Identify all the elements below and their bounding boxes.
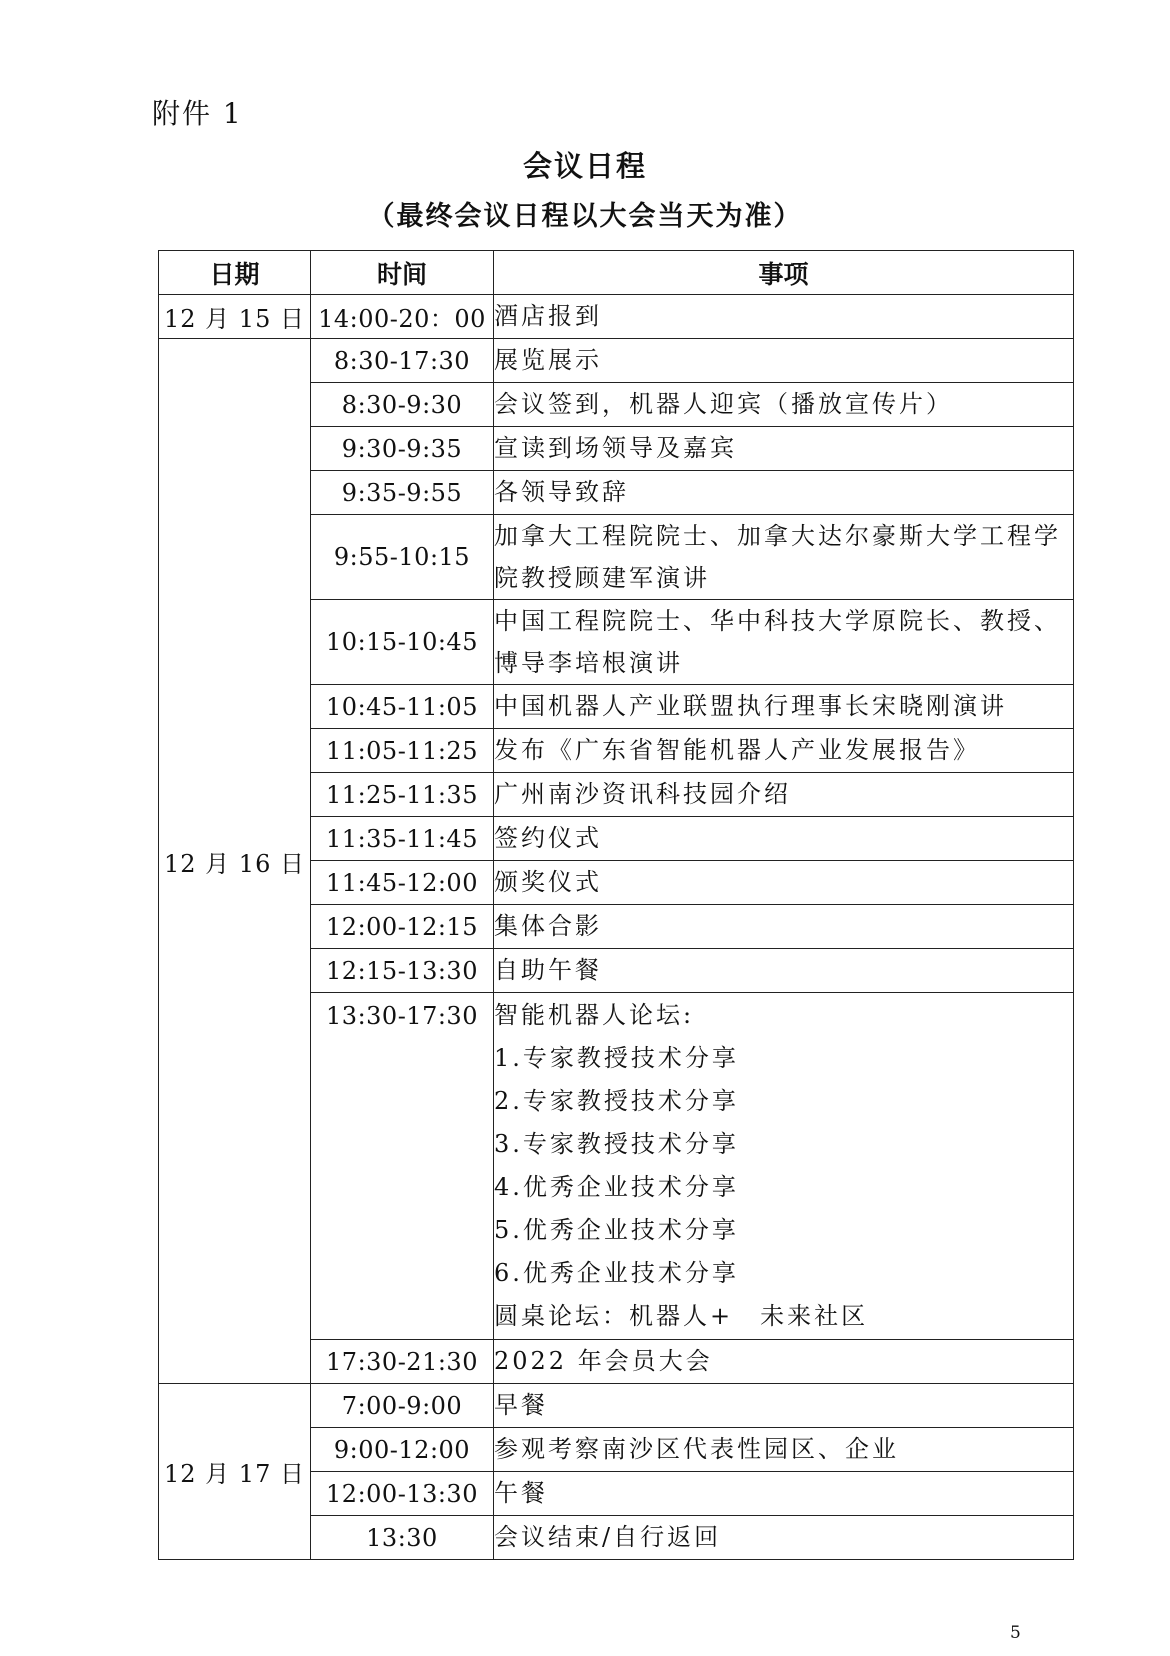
time-cell: 11:05-11:25	[311, 729, 494, 773]
time-cell: 8:30-9:30	[311, 383, 494, 427]
item-cell	[494, 993, 1074, 1340]
item-cell	[494, 600, 1074, 685]
date-cell: 12 月 15 日	[159, 295, 311, 339]
time-cell: 11:45-12:00	[311, 861, 494, 905]
item-line: 中国机器人产业联盟执行理事长宋晓刚演讲	[494, 692, 1007, 720]
time-cell: 8:30-17:30	[311, 339, 494, 383]
header-time: 时间	[311, 251, 494, 295]
item-line: 午餐	[494, 1479, 548, 1507]
schedule-table	[158, 250, 1074, 1560]
page-subtitle: （最终会议日程以大会当天为准）	[367, 201, 803, 232]
item-line: 颁奖仪式	[494, 868, 602, 896]
time-cell: 9:35-9:55	[311, 471, 494, 515]
time-cell: 13:30	[311, 1516, 494, 1560]
item-cell	[494, 515, 1074, 600]
item-line: 会议结束/自行返回	[494, 1523, 722, 1551]
item-line: 早餐	[494, 1391, 548, 1419]
time-cell: 9:00-12:00	[311, 1428, 494, 1472]
item-line: 4.优秀企业技术分享	[494, 1173, 739, 1201]
table-row	[159, 339, 1074, 383]
item-line: 广州南沙资讯科技园介绍	[494, 780, 791, 808]
item-cell	[494, 471, 1074, 515]
time-cell: 9:55-10:15	[311, 515, 494, 600]
time-cell: 12:00-13:30	[311, 1472, 494, 1516]
item-line: 5.优秀企业技术分享	[494, 1216, 739, 1244]
item-cell	[494, 339, 1074, 383]
item-line: 博导李培根演讲	[494, 649, 683, 677]
page-title: 会议日程	[522, 149, 647, 183]
item-line: 加拿大工程院院士、加拿大达尔豪斯大学工程学	[494, 522, 1061, 550]
time-cell: 14:00-20：00	[311, 295, 494, 339]
item-line: 院教授顾建军演讲	[494, 564, 710, 592]
item-line: 展览展示	[494, 346, 602, 374]
item-line: 圆桌论坛：机器人+ 未来社区	[494, 1302, 869, 1330]
item-line: 发布《广东省智能机器人产业发展报告》	[494, 736, 980, 764]
time-cell: 12:00-12:15	[311, 905, 494, 949]
item-line: 宣读到场领导及嘉宾	[494, 434, 737, 462]
item-cell	[494, 295, 1074, 339]
time-cell: 13:30-17:30	[311, 993, 494, 1340]
item-line: 参观考察南沙区代表性园区、企业	[494, 1435, 899, 1463]
table-row	[159, 295, 1074, 339]
time-cell: 12:15-13:30	[311, 949, 494, 993]
item-cell	[494, 1516, 1074, 1560]
header-row	[159, 251, 1074, 295]
item-line: 自助午餐	[494, 956, 602, 984]
item-line: 1.专家教授技术分享	[494, 1044, 739, 1072]
item-cell	[494, 685, 1074, 729]
page-number: 5	[1010, 1623, 1021, 1643]
item-line: 智能机器人论坛:	[494, 1001, 695, 1029]
table-row	[159, 1384, 1074, 1428]
item-line: 酒店报到	[494, 302, 602, 330]
item-cell	[494, 729, 1074, 773]
item-line: 签约仪式	[494, 824, 602, 852]
header-item: 事项	[494, 251, 1074, 295]
date-cell: 12 月 16 日	[159, 339, 311, 1384]
item-line: 6.优秀企业技术分享	[494, 1259, 739, 1287]
item-line: 集体合影	[494, 912, 602, 940]
time-cell: 17:30-21:30	[311, 1340, 494, 1384]
item-cell	[494, 905, 1074, 949]
time-cell: 7:00-9:00	[311, 1384, 494, 1428]
item-cell	[494, 861, 1074, 905]
item-line: 2.专家教授技术分享	[494, 1087, 739, 1115]
item-cell	[494, 427, 1074, 471]
time-cell: 11:25-11:35	[311, 773, 494, 817]
header-date: 日期	[159, 251, 311, 295]
item-line: 2022 年会员大会	[494, 1347, 713, 1375]
time-cell: 11:35-11:45	[311, 817, 494, 861]
item-line: 会议签到，机器人迎宾（播放宣传片）	[494, 390, 953, 418]
item-cell	[494, 1428, 1074, 1472]
attachment-label: 附件 1	[152, 97, 243, 130]
schedule-body	[159, 295, 1074, 1560]
item-cell	[494, 773, 1074, 817]
time-cell: 10:45-11:05	[311, 685, 494, 729]
item-cell	[494, 1384, 1074, 1428]
item-line: 各领导致辞	[494, 478, 629, 506]
item-line: 中国工程院院士、华中科技大学原院长、教授、	[494, 607, 1061, 635]
time-cell: 10:15-10:45	[311, 600, 494, 685]
item-cell	[494, 949, 1074, 993]
item-line: 3.专家教授技术分享	[494, 1130, 739, 1158]
time-cell: 9:30-9:35	[311, 427, 494, 471]
item-cell	[494, 383, 1074, 427]
item-cell	[494, 1472, 1074, 1516]
item-cell	[494, 1340, 1074, 1384]
date-cell: 12 月 17 日	[159, 1384, 311, 1560]
item-cell	[494, 817, 1074, 861]
